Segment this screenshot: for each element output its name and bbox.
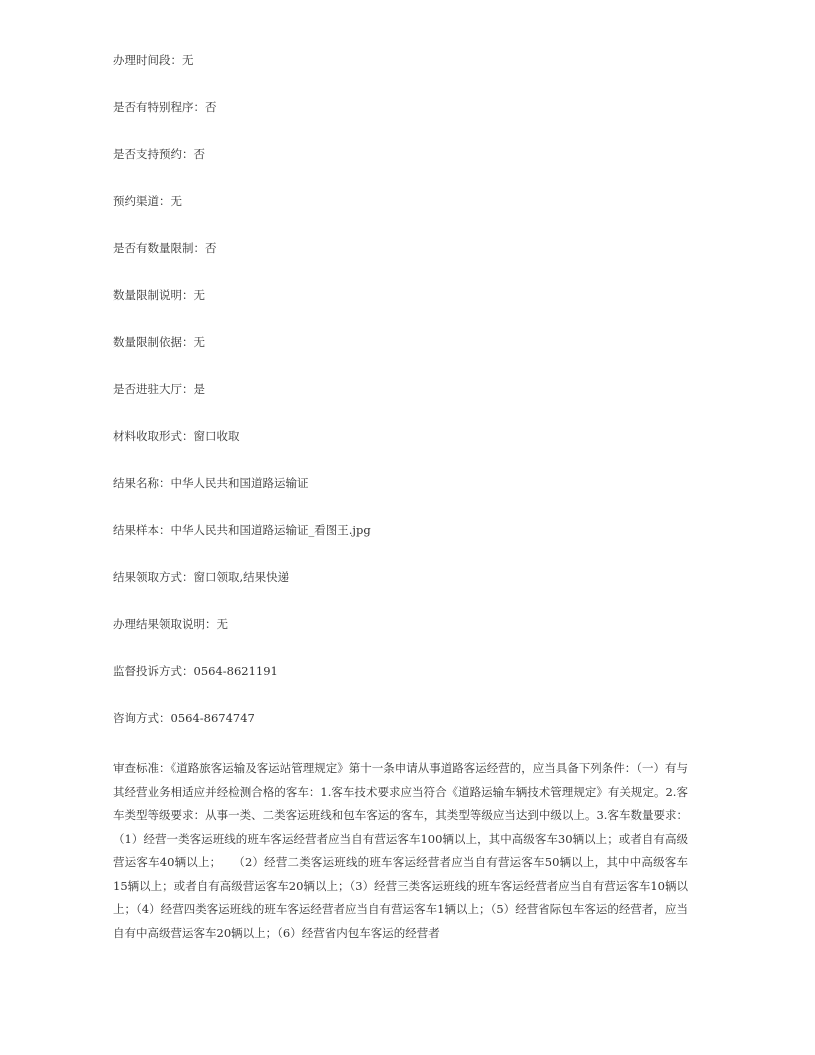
field-result-name (113, 475, 688, 522)
field-supports-appointment (113, 146, 688, 193)
field-complaint-contact (113, 663, 688, 710)
field-label: 预约渠道： (113, 194, 171, 208)
field-label: 数量限制依据： (113, 335, 194, 349)
field-value: 无 (216, 617, 228, 631)
field-material-collection (113, 428, 688, 475)
field-inquiry-contact (113, 710, 688, 757)
field-label: 结果名称： (113, 476, 171, 490)
field-value: 窗口收取 (193, 429, 240, 443)
field-appointment-channel (113, 193, 688, 240)
field-quantity-limit-basis (113, 334, 688, 381)
field-value: 否 (205, 241, 217, 255)
field-value: 中华人民共和国道路运输证 (170, 476, 309, 490)
review-text: 《道路旅客运输及客运站管理规定》第十一条申请从事道路客运经营的，应当具备下列条件：（一）有与其经营业务相适应并经检测合格的客车：1.客车技术要求应当符合《道路运输车辆技术管理规定》有关规定。2.客车类型等级要求：从事一类、二类客运班线和包车客运的客车，其类型等级应当达到中级以上。3.客车数量要求：（1）经营一类客运班线的班车客运经营者应当自有营运客车100辆以上，其中高级客车30辆以上；或者自有高级营运客车40辆以上； （2）经营二类客运班线的班车客运经营者应当自有营运客车50辆以上，其中中高级客车15辆以上；或者自有高级营运客车20辆以上；（3）经营三类客运班线的班车客运经营者应当自有营运客车10辆以上；（4）经营四类客运班线的班车客运经营者应当自有营运客车1辆以上；（5）经营省际包车客运的经营者，应当自有中高级营运客车20辆以上；（6）经营省内包车客运的经营者 (113, 761, 688, 940)
field-result-pickup (113, 569, 688, 616)
review-label: 审查标准： (113, 761, 171, 775)
field-list (113, 52, 688, 757)
field-label: 是否有特别程序： (113, 100, 205, 114)
field-label: 办理结果领取说明： (113, 617, 217, 631)
field-value: 否 (193, 147, 205, 161)
field-label: 是否有数量限制： (113, 241, 205, 255)
field-value: 0564-8621191 (193, 664, 278, 678)
field-quantity-limit-note (113, 287, 688, 334)
field-label: 数量限制说明： (113, 288, 194, 302)
field-label: 是否支持预约： (113, 147, 194, 161)
field-value: 无 (170, 194, 182, 208)
field-business-hours (113, 52, 688, 99)
field-result-sample (113, 522, 688, 569)
field-special-procedure (113, 99, 688, 146)
field-quantity-limit (113, 240, 688, 287)
field-value: 无 (193, 288, 205, 302)
field-label: 结果样本： (113, 523, 171, 537)
field-value: 否 (205, 100, 217, 114)
field-value: 0564-8674747 (170, 711, 255, 725)
field-label: 材料收取形式： (113, 429, 194, 443)
field-value: 中华人民共和国道路运输证_看图王.jpg (170, 523, 371, 537)
field-in-service-hall (113, 381, 688, 428)
field-value: 无 (182, 53, 194, 67)
field-label: 办理时间段： (113, 53, 182, 67)
field-value: 无 (193, 335, 205, 349)
document-page (113, 52, 688, 945)
field-value: 是 (193, 382, 205, 396)
field-label: 结果领取方式： (113, 570, 194, 584)
field-label: 监督投诉方式： (113, 664, 194, 678)
field-label: 是否进驻大厅： (113, 382, 194, 396)
field-label: 咨询方式： (113, 711, 171, 725)
field-result-pickup-note (113, 616, 688, 663)
field-value: 窗口领取,结果快递 (193, 570, 290, 584)
review-standard-paragraph (113, 757, 688, 945)
